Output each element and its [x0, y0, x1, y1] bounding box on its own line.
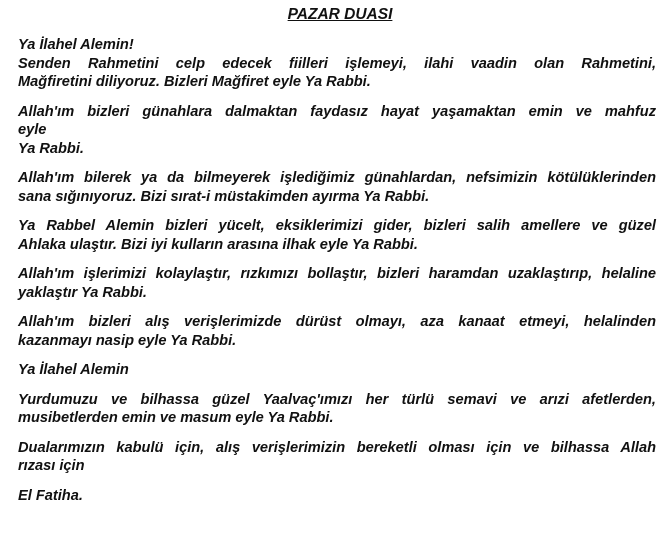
paragraph-line: Ahlaka ulaştır. Bizi iyi kulların arasına ilhak eyle Ya Rabbi.	[18, 236, 418, 253]
paragraph-line: kazanmayı nasip eyle Ya Rabbi.	[18, 332, 237, 349]
paragraph-line: rızası için	[18, 458, 85, 474]
paragraph-1	[18, 36, 656, 92]
paragraph-line: Ya İlahel Alemin	[18, 362, 129, 378]
paragraph-2	[18, 103, 656, 159]
paragraph-10	[18, 487, 656, 506]
paragraph-5	[18, 265, 656, 302]
paragraph-line: Ya İlahel Alemin!	[18, 37, 134, 53]
paragraph-line: Mağfiretini diliyoruz. Bizleri Mağfiret eyle Ya Rabbi.	[18, 74, 371, 90]
page-title: PAZAR DUASI	[287, 6, 393, 23]
paragraph-9	[18, 439, 656, 476]
paragraph-line: El Fatiha.	[18, 487, 83, 504]
paragraph-line: sana sığınıyoruz. Bizi sırat-i müstakimden ayırma Ya Rabbi.	[18, 188, 430, 205]
paragraph-line: Allah'ım bizleri alış verişlerimizde dürüst olmayı, aza kanaat etmeyi, helalinden	[18, 314, 656, 330]
paragraph-line: Ya Rabbel Alemin bizleri yücelt, eksiklerimizi gider, bizleri salih amellere ve güzel	[18, 218, 656, 234]
paragraph-4	[18, 217, 656, 254]
paragraph-3	[18, 169, 656, 206]
paragraph-line: yaklaştır Ya Rabbi.	[18, 284, 147, 301]
paragraph-line: musibetlerden emin ve masum eyle Ya Rabbi.	[18, 410, 334, 426]
paragraph-line: Allah'ım bilerek ya da bilmeyerek işlediğimiz günahlardan, nefsimizin kötülüklerinden	[18, 170, 656, 186]
paragraph-line: Yurdumuzu ve bilhassa güzel Yaalvaç'ımızı her türlü semavi ve arızi afetlerden,	[18, 391, 656, 408]
paragraph-6	[18, 313, 656, 350]
paragraph-line: Dualarımızın kabulü için, alış verişlerimizin bereketli olması için ve bilhassa Allah	[18, 439, 656, 456]
paragraph-line: Ya Rabbi.	[18, 140, 84, 157]
paragraph-line: Allah'ım bizleri günahlara dalmaktan faydasız hayat yaşamaktan emin ve mahfuz	[18, 103, 656, 120]
paragraph-line: Senden Rahmetini celp edecek fiilleri işlemeyi, ilahi vaadin olan Rahmetini,	[18, 55, 656, 72]
paragraph-line: Allah'ım işlerimizi kolaylaştır, rızkımızı bollaştır, bizleri haramdan uzaklaştırıp, helaline	[18, 266, 656, 282]
paragraph-line: eyle	[18, 122, 47, 138]
paragraph-8	[18, 391, 656, 428]
paragraph-7	[18, 361, 656, 380]
